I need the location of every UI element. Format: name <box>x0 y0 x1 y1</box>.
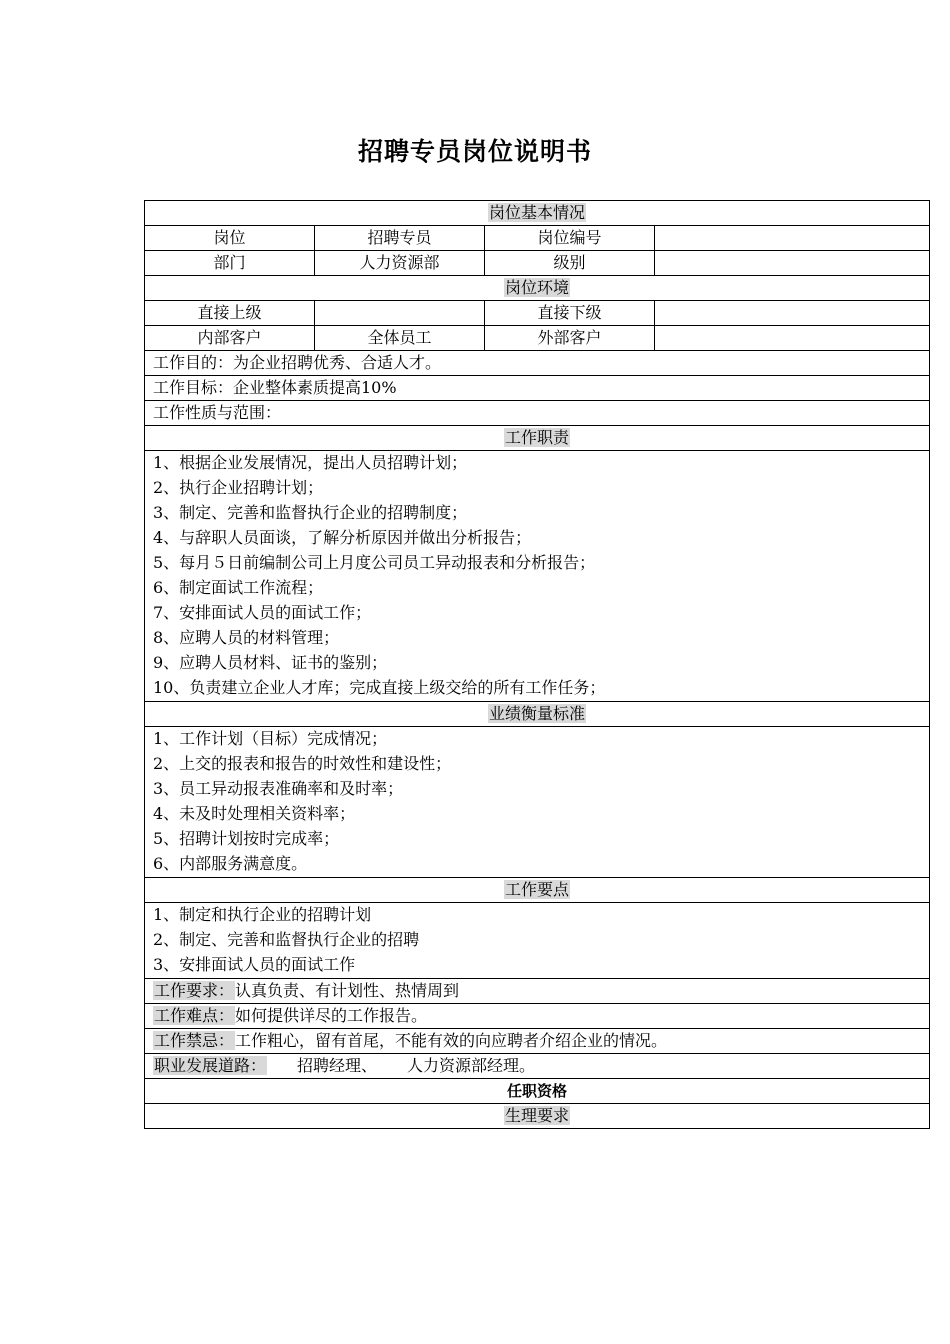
superior-row <box>145 301 930 326</box>
list-item: 1、根据企业发展情况，提出人员招聘计划； <box>153 453 468 472</box>
career-row <box>145 1054 930 1079</box>
scope-row <box>145 401 930 426</box>
list-item: 3、员工异动报表准确率和及时率； <box>153 779 404 798</box>
list-item: 3、制定、完善和监督执行企业的招聘制度； <box>153 503 468 522</box>
work-taboo <box>145 1029 930 1054</box>
taboo-row <box>145 1029 930 1054</box>
section-header-row <box>145 276 930 301</box>
position-row <box>145 226 930 251</box>
work-requirement <box>145 979 930 1004</box>
taboo-label: 工作禁忌： <box>154 1031 235 1050</box>
duties-header: 工作职责 <box>505 428 570 447</box>
level-value <box>655 251 930 276</box>
subordinate-value <box>655 301 930 326</box>
list-item: 5、每月５日前编制公司上月度公司员工异动报表和分析报告； <box>153 553 596 572</box>
list-item: 2、执行企业招聘计划； <box>153 478 324 497</box>
superior-label: 直接上级 <box>145 301 315 326</box>
level-label: 级别 <box>485 251 655 276</box>
list-item: 6、制定面试工作流程； <box>153 578 324 597</box>
department-label: 部门 <box>145 251 315 276</box>
job-description-table <box>144 200 930 1129</box>
internal-customer-value: 全体员工 <box>315 326 485 351</box>
list-item: 7、安排面试人员的面试工作； <box>153 603 372 622</box>
career-path <box>145 1054 930 1079</box>
list-item: 3、安排面试人员的面试工作 <box>153 955 356 974</box>
external-customer-value <box>655 326 930 351</box>
key-points-header: 工作要点 <box>505 880 570 899</box>
list-item: 9、应聘人员材料、证书的鉴别； <box>153 653 388 672</box>
kpi-header: 业绩衡量标准 <box>489 704 586 723</box>
list-item: 2、制定、完善和监督执行企业的招聘 <box>153 930 420 949</box>
key-points-row <box>145 903 930 979</box>
list-item: 4、未及时处理相关资料率； <box>153 804 356 823</box>
page-title: 招聘专员岗位说明书 <box>357 137 592 166</box>
list-item: 1、工作计划（目标）完成情况； <box>153 729 388 748</box>
qualification-header: 任职资格 <box>507 1082 568 1100</box>
kpi-row <box>145 727 930 878</box>
position-code-value <box>655 226 930 251</box>
section-header-row <box>145 1104 930 1129</box>
department-row <box>145 251 930 276</box>
list-item: 8、应聘人员的材料管理； <box>153 628 340 647</box>
list-item: 1、制定和执行企业的招聘计划 <box>153 905 372 924</box>
requirement-text: 认真负责、有计划性、热情周到 <box>235 981 460 1000</box>
customer-row <box>145 326 930 351</box>
list-item: 10、负责建立企业人才库；完成直接上级交给的所有工作任务； <box>153 678 606 697</box>
section-header-row <box>145 201 930 226</box>
position-value: 招聘专员 <box>315 226 485 251</box>
section-header-row <box>145 426 930 451</box>
requirement-label: 工作要求： <box>154 981 235 1000</box>
career-label: 职业发展道路： <box>154 1056 267 1075</box>
list-item: 4、与辞职人员面谈，了解分析原因并做出分析报告； <box>153 528 532 547</box>
kpi-list <box>145 727 930 878</box>
work-scope: 工作性质与范围： <box>145 401 930 426</box>
difficulty-label: 工作难点： <box>154 1006 235 1025</box>
superior-value <box>315 301 485 326</box>
section-header-row <box>145 1079 930 1104</box>
taboo-text: 工作粗心，留有首尾，不能有效的向应聘者介绍企业的情况。 <box>235 1031 668 1050</box>
physical-requirements-header: 生理要求 <box>505 1106 570 1125</box>
career-step-1: 招聘经理、 <box>297 1056 378 1075</box>
requirement-row <box>145 979 930 1004</box>
section-header-row <box>145 702 930 727</box>
external-customer-label: 外部客户 <box>485 326 655 351</box>
list-item: 6、内部服务满意度。 <box>153 854 308 873</box>
department-value: 人力资源部 <box>315 251 485 276</box>
work-purpose: 工作目的：为企业招聘优秀、合适人才。 <box>145 351 930 376</box>
difficulty-row <box>145 1004 930 1029</box>
subordinate-label: 直接下级 <box>485 301 655 326</box>
list-item: 5、招聘计划按时完成率； <box>153 829 340 848</box>
career-step-2: 人力资源部经理。 <box>407 1056 536 1075</box>
duties-row <box>145 451 930 702</box>
difficulty-text: 如何提供详尽的工作报告。 <box>235 1006 428 1025</box>
position-code-label: 岗位编号 <box>485 226 655 251</box>
internal-customer-label: 内部客户 <box>145 326 315 351</box>
position-label: 岗位 <box>145 226 315 251</box>
duties-list <box>145 451 930 702</box>
environment-header: 岗位环境 <box>505 278 570 297</box>
purpose-row <box>145 351 930 376</box>
section-header-row <box>145 878 930 903</box>
goal-row <box>145 376 930 401</box>
work-difficulty <box>145 1004 930 1029</box>
work-goal: 工作目标：企业整体素质提高10% <box>145 376 930 401</box>
basic-info-header: 岗位基本情况 <box>489 203 586 222</box>
list-item: 2、上交的报表和报告的时效性和建设性； <box>153 754 452 773</box>
key-points-list <box>145 903 930 979</box>
